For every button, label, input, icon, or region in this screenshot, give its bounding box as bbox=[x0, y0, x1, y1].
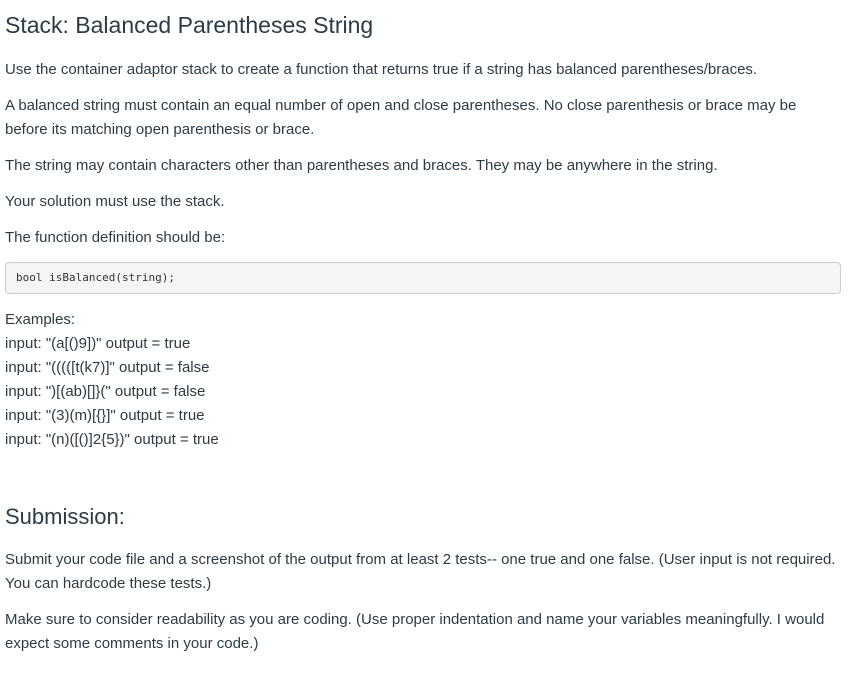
example-line: input: ")[(ab)[]}(" output = false bbox=[5, 383, 206, 400]
example-line: input: "(3)(m)[{}]" output = true bbox=[5, 407, 205, 424]
intro-paragraph: Use the container adaptor stack to create a function that returns true if a string has balanced parentheses/braces. bbox=[5, 61, 758, 78]
code-block bbox=[5, 262, 841, 294]
function-signature-code: bool isBalanced(string); bbox=[16, 271, 175, 284]
examples-section bbox=[5, 308, 219, 452]
example-line: input: "(n)([()]2{5})" output = true bbox=[5, 431, 219, 448]
examples-heading: Examples: bbox=[5, 311, 76, 328]
submission-heading: Submission: bbox=[5, 504, 125, 529]
function-definition-intro: The function definition should be: bbox=[5, 229, 226, 246]
example-line: input: "(((([t(k7)]" output = false bbox=[5, 359, 210, 376]
submission-paragraph-tests: Submit your code file and a screenshot of the output from at least 2 tests-- one true and one false. (User input is not required. You can hardcode these tests.) bbox=[5, 551, 836, 592]
example-line: input: "(a[()9])" output = true bbox=[5, 335, 191, 352]
submission-paragraph-readability: Make sure to consider readability as you are coding. (Use proper indentation and name your variables meaningfully. I would expect some comments in your code.) bbox=[5, 611, 825, 652]
balanced-definition-paragraph: A balanced string must contain an equal number of open and close parentheses. No close parenthesis or brace may be before its matching open parenthesis or brace. bbox=[5, 97, 797, 138]
other-characters-paragraph: The string may contain characters other than parentheses and braces. They may be anywhere in the string. bbox=[5, 157, 718, 174]
stack-requirement-paragraph: Your solution must use the stack. bbox=[5, 193, 225, 210]
page-title: Stack: Balanced Parentheses String bbox=[5, 12, 374, 38]
